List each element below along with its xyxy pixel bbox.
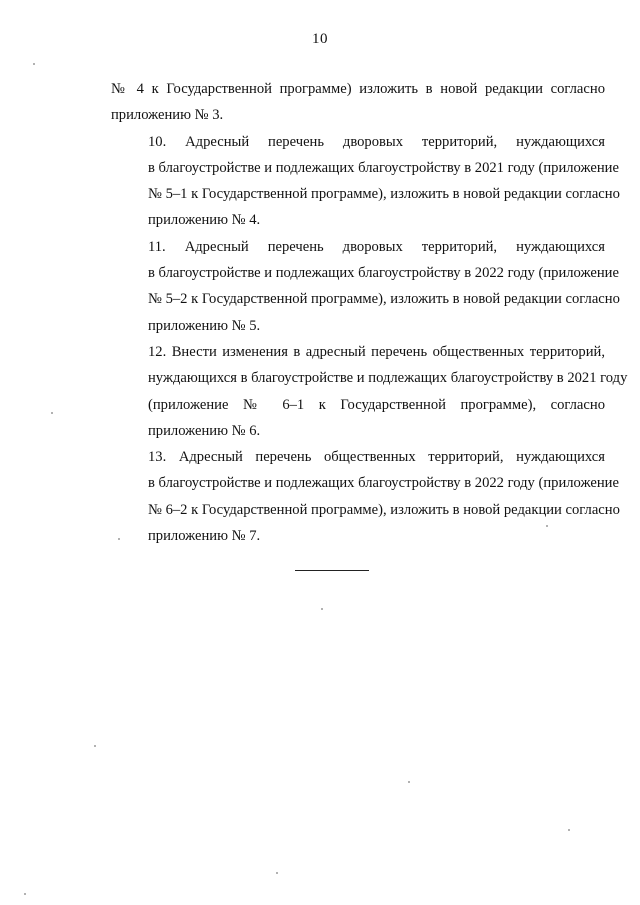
text-line: в благоустройстве и подлежащих благоустройству в 2022 году (приложение [148, 265, 619, 282]
text-line: 13. Адресный перечень общественных территорий, нуждающихся [148, 449, 605, 466]
scan-speck [321, 608, 323, 610]
scan-speck [546, 525, 548, 527]
body-text [111, 76, 628, 549]
end-separator-line [295, 570, 369, 571]
text-line: нуждающихся в благоустройстве и подлежащих благоустройству в 2021 году [148, 370, 628, 387]
text-line: 12. Внести изменения в адресный перечень общественных территорий, [148, 343, 605, 360]
text-line: приложению № 7. [148, 528, 261, 545]
text-line: 11. Адресный перечень дворовых территорий, нуждающихся [148, 238, 605, 255]
scan-speck [276, 872, 278, 874]
text-line: 10. Адресный перечень дворовых территорий, нуждающихся [148, 133, 605, 150]
text-line: приложению № 4. [148, 212, 261, 229]
scan-speck [51, 412, 53, 414]
text-line: № 6–2 к Государственной программе), изложить в новой редакции согласно [148, 501, 620, 518]
paragraph-item-13 [111, 444, 620, 549]
scan-speck [568, 829, 570, 831]
scan-speck [118, 538, 120, 540]
scan-speck [94, 745, 96, 747]
scan-speck [24, 893, 26, 895]
text-line: приложению № 6. [148, 422, 261, 439]
text-line: (приложение № 6–1 к Государственной программе), согласно [148, 396, 605, 413]
text-line: № 5–2 к Государственной программе), изложить в новой редакции согласно [148, 291, 620, 308]
text-line: в благоустройстве и подлежащих благоустройству в 2022 году (приложение [148, 475, 619, 492]
text-line: приложению № 5. [148, 317, 261, 334]
scan-speck [408, 781, 410, 783]
paragraph-item-11 [111, 234, 620, 339]
text-line: № 5–1 к Государственной программе), изложить в новой редакции согласно [148, 186, 620, 203]
text-line: № 4 к Государственной программе) изложить в новой редакции согласно [111, 81, 605, 97]
paragraph-continuation [111, 76, 605, 129]
paragraph-item-10 [111, 129, 620, 234]
page-number: 10 [312, 31, 328, 47]
paragraph-item-12 [111, 339, 628, 444]
text-line: в благоустройстве и подлежащих благоустройству в 2021 году (приложение [148, 159, 619, 176]
text-line: приложению № 3. [111, 107, 224, 124]
scan-speck [33, 63, 35, 65]
